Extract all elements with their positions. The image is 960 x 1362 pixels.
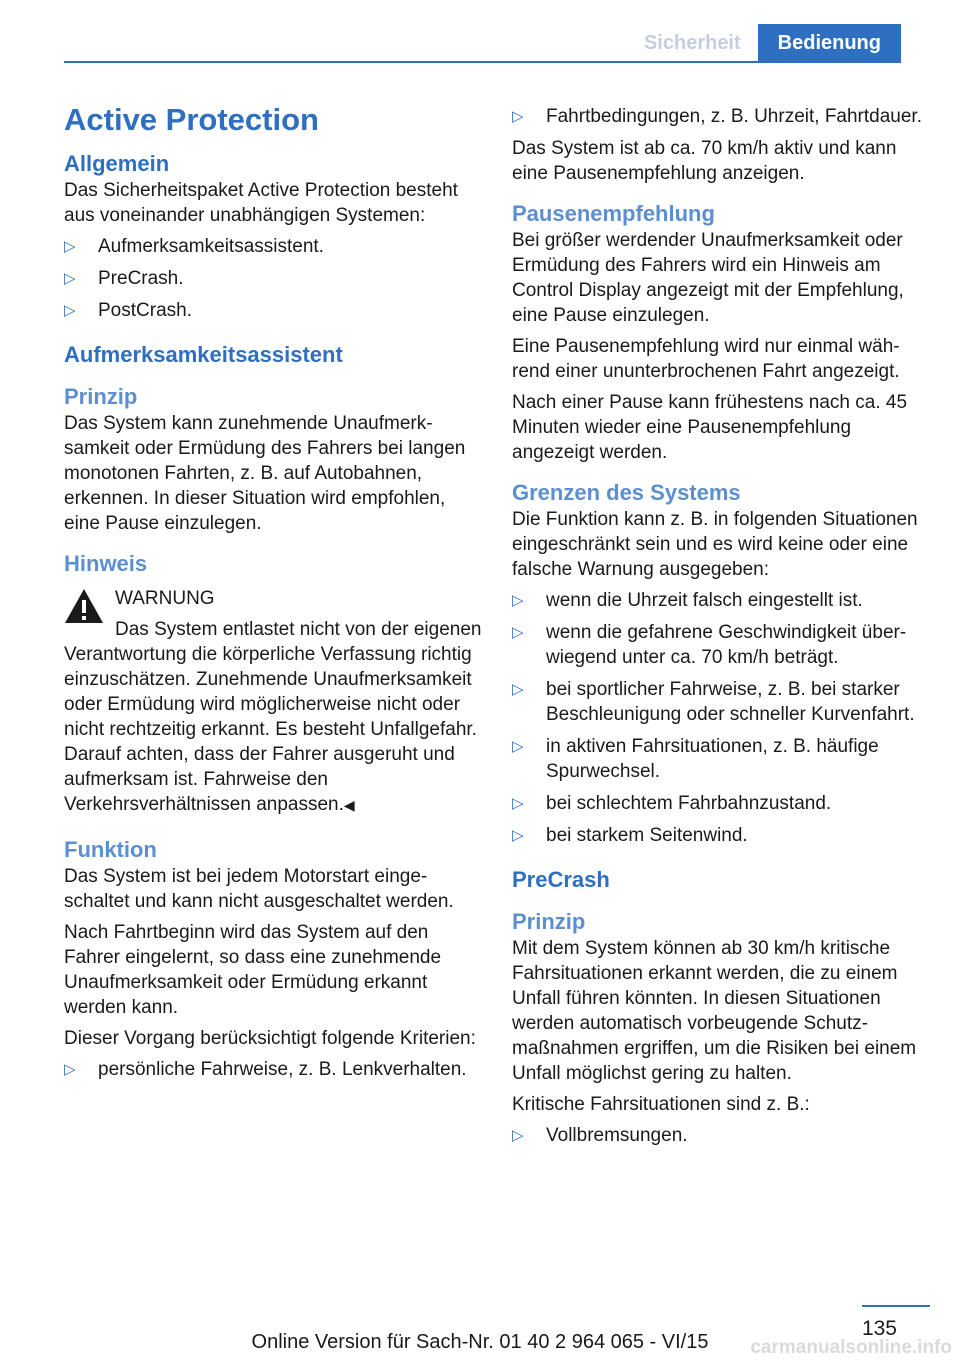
bullet-triangle-icon: ▷ [64, 1061, 76, 1078]
left-column [64, 100, 484, 1089]
list-item: ▷ bei starkem Seitenwind. [512, 825, 748, 846]
heading-grenzen: Grenzen des Systems [512, 480, 741, 505]
bullet-triangle-icon: ▷ [512, 827, 524, 844]
warning-triangle-icon [64, 588, 104, 624]
pause-text-2: Eine Pausenempfehlung wird nur einmal während einer ununterbrochenen Fahrt angezeigt. [512, 336, 900, 382]
heading-pausenempfehlung: Pausenempfehlung [512, 201, 715, 226]
allgemein-text: Das Sicherheitspaket Active Protection besteht aus voneinander unabhängigen Systemen: [64, 180, 458, 226]
footer-rule [862, 1305, 930, 1307]
heading-prinzip: Prinzip [64, 384, 138, 409]
warning-text: Das System entlastet nicht von der eigenen Verantwortung die körperliche Verfassung richtig einzuschätzen. Zunehmende Unaufmerksamkeit oder Ermüdung wird möglicherweise nicht oder nicht rechtzeitig erkannt. Es besteht Unfallgefahr. Darauf achten, dass der Fahrer ausgeruht und aufmerksam ist. Fahrweise den Verkehrsverhältnissen anpassen.◀ [64, 619, 482, 815]
bullet-triangle-icon: ▷ [512, 681, 524, 698]
kriterien-list [64, 1057, 484, 1082]
list-item: ▷ persönliche Fahrweise, z. B. Lenkverhalten. [64, 1059, 467, 1080]
list-item: ▷ PreCrash. [64, 268, 184, 289]
bullet-triangle-icon: ▷ [64, 270, 76, 287]
end-mark-icon: ◀ [343, 797, 355, 813]
list-item: ▷ wenn die gefahrene Geschwindigkeit überwiegend unter ca. 70 km/h beträgt. [512, 622, 907, 668]
prinzip-text: Das System kann zunehmende Unaufmerksamkeit oder Ermüdung des Fahrers bei langen monotonen Fahrten, z. B. auf Autobahnen, erkennen. In dieser Situation wird empfohlen, eine Pause einzulegen. [64, 413, 466, 534]
list-item: ▷ bei sportlicher Fahrweise, z. B. bei starker Beschleunigung oder schneller Kurvenfahrt. [512, 679, 915, 725]
allgemein-list [64, 234, 484, 323]
list-item: ▷ Aufmerksamkeitsassistent. [64, 236, 324, 257]
grenzen-list [512, 588, 930, 848]
header-rule [64, 61, 901, 63]
heading-hinweis: Hinweis [64, 551, 148, 576]
list-item: ▷ wenn die Uhrzeit falsch eingestellt ist. [512, 590, 863, 611]
precrash-text-1: Mit dem System können ab 30 km/h kritische Fahrsituationen erkannt werden, die zu einem Unfall führen könnten. In diesen Situationen werden automatisch vorbeugende Schutzmaßnahmen ergriffen, um die Risiken bei einem Unfall möglichst gering zu halten. [512, 938, 917, 1084]
page-title: Active Protection [64, 102, 319, 137]
bullet-triangle-icon: ▷ [512, 624, 524, 641]
bullet-triangle-icon: ▷ [512, 795, 524, 812]
bullet-triangle-icon: ▷ [512, 1127, 524, 1144]
bullet-triangle-icon: ▷ [64, 302, 76, 319]
list-item: ▷ Vollbremsungen. [512, 1125, 688, 1146]
grenzen-text: Die Funktion kann z. B. in folgenden Situationen eingeschränkt sein und es wird keine oder eine falsche Warnung ausgegeben: [512, 509, 918, 580]
pause-text-1: Bei größer werdender Unaufmerksamkeit oder Ermüdung des Fahrers wird ein Hinweis am Control Display angezeigt mit der Empfehlung, eine Pause einzulegen. [512, 230, 904, 326]
page-number: 135 [861, 1317, 897, 1340]
warning-label: WARNUNG [115, 588, 215, 609]
bullet-triangle-icon: ▷ [512, 738, 524, 755]
bullet-triangle-icon: ▷ [512, 592, 524, 609]
funktion-text-4: Das System ist ab ca. 70 km/h aktiv und kann eine Pausenempfehlung anzeigen. [512, 138, 897, 184]
list-item: ▷ Fahrtbedingungen, z. B. Uhrzeit, Fahrtdauer. [512, 106, 922, 127]
list-item: ▷ PostCrash. [64, 300, 192, 321]
list-item: ▷ bei schlechtem Fahrbahnzustand. [512, 793, 832, 814]
precrash-list [512, 1123, 930, 1148]
heading-precrash: PreCrash [512, 867, 610, 892]
precrash-text-2: Kritische Fahrsituationen sind z. B.: [512, 1094, 810, 1115]
section-tabs [627, 24, 901, 62]
funktion-text-1: Das System ist bei jedem Motorstart eingeschaltet und kann nicht ausgeschaltet werden. [64, 866, 454, 912]
watermark: carmanualsonline.info [750, 1337, 952, 1358]
kriterien-list-cont [512, 104, 930, 129]
bullet-triangle-icon: ▷ [512, 108, 524, 125]
right-column [512, 104, 930, 1155]
list-item: ▷ in aktiven Fahrsituationen, z. B. häufige Spurwechsel. [512, 736, 879, 782]
tab-sicherheit[interactable]: Sicherheit [627, 24, 758, 62]
pause-text-3: Nach einer Pause kann frühestens nach ca. 45 Minuten wieder eine Pausenempfehlung angezeigt werden. [512, 392, 908, 463]
tab-bedienung[interactable]: Bedienung [758, 24, 901, 62]
heading-funktion: Funktion [64, 837, 157, 862]
heading-precrash-prinzip: Prinzip [512, 909, 586, 934]
heading-allgemein: Allgemein [64, 151, 170, 176]
online-version-footer: Online Version für Sach-Nr. 01 40 2 964 065 - VI/15 [251, 1331, 709, 1353]
warning-box [64, 586, 484, 818]
funktion-text-2: Nach Fahrtbeginn wird das System auf den Fahrer eingelernt, so dass eine zunehmende Unaufmerksamkeit oder Ermüdung erkannt werden kann. [64, 922, 442, 1018]
heading-aufmerksamkeitsassistent: Aufmerksamkeitsassistent [64, 342, 343, 367]
funktion-text-3: Dieser Vorgang berücksichtigt folgende Kriterien: [64, 1028, 476, 1049]
bullet-triangle-icon: ▷ [64, 238, 76, 255]
